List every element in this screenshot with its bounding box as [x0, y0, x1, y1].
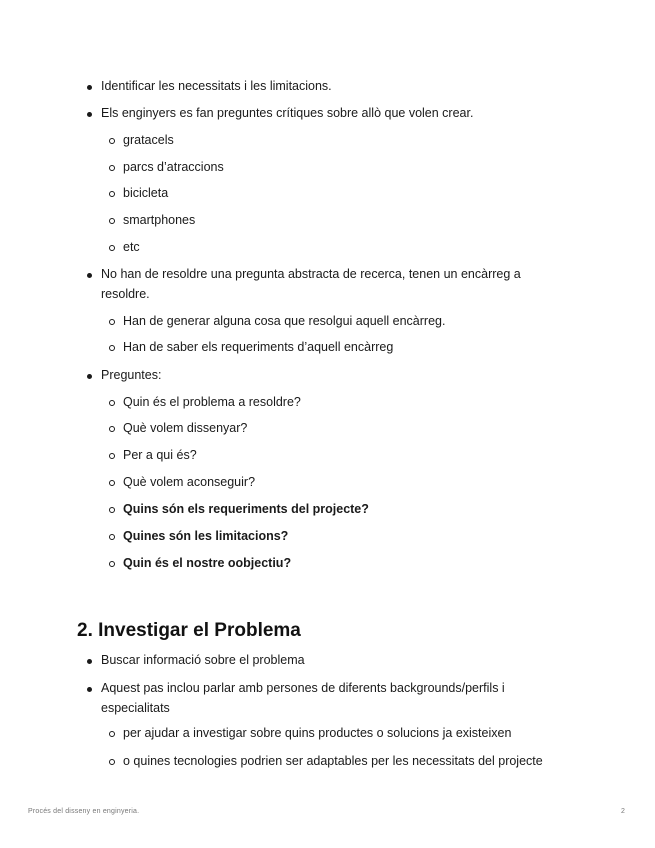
- list-item: Aquest pas inclou parlar amb persones de diferents backgrounds/perfils i especialitats: [101, 679, 561, 718]
- sub-list-item: Quin és el problema a resoldre?: [123, 393, 583, 413]
- sub-list-item: smartphones: [123, 211, 583, 231]
- list-item: Els enginyers es fan preguntes crítiques sobre allò que volen crear.: [101, 104, 561, 124]
- sub-list-item: bicicleta: [123, 184, 583, 204]
- sub-list-item-bold: Quins són els requeriments del projecte?: [123, 500, 583, 520]
- list-item: Identificar les necessitats i les limitacions.: [101, 77, 561, 97]
- sub-list-item: parcs d’atraccions: [123, 158, 583, 178]
- list-item: No han de resoldre una pregunta abstracta de recerca, tenen un encàrreg a resoldre.: [101, 265, 561, 304]
- page-number: 2: [621, 808, 625, 815]
- sub-list-item: Han de saber els requeriments d’aquell encàrreg: [123, 338, 583, 358]
- sub-list-item-bold: Quin és el nostre oobjectiu?: [123, 554, 583, 574]
- sub-list-item: Han de generar alguna cosa que resolgui aquell encàrreg.: [123, 312, 583, 332]
- sub-list-item: Per a qui és?: [123, 446, 583, 466]
- sub-list-item-bold: Quines són les limitacions?: [123, 527, 583, 547]
- sub-list-item: Què volem aconseguir?: [123, 473, 583, 493]
- sub-list-item: Què volem dissenyar?: [123, 419, 583, 439]
- list-item: Buscar informació sobre el problema: [101, 651, 561, 671]
- sub-list-item: etc: [123, 238, 583, 258]
- list-item: Preguntes:: [101, 366, 561, 386]
- sub-list-item: gratacels: [123, 131, 583, 151]
- section-heading: 2. Investigar el Problema: [77, 620, 301, 641]
- sub-list-item: o quines tecnologies podrien ser adaptables per les necessitats del projecte: [123, 752, 583, 772]
- footer-title: Procés del disseny en enginyeria.: [28, 808, 140, 815]
- sub-list-item: per ajudar a investigar sobre quins productes o solucions ja existeixen: [123, 724, 583, 744]
